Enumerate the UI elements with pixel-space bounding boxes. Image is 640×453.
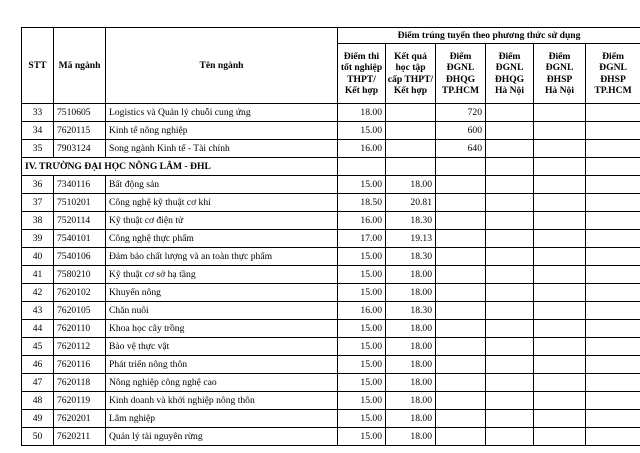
cell-hocba: 18.00	[386, 374, 436, 392]
cell-dhsp-hcm	[586, 410, 640, 428]
cell-empty	[436, 158, 486, 176]
header-method-line: học tập	[395, 62, 426, 73]
cell-thpt: 15.00	[338, 248, 386, 266]
cell-dgnl-hcm	[436, 302, 486, 320]
cell-stt: 39	[22, 230, 54, 248]
cell-stt: 40	[22, 248, 54, 266]
cell-dgnl-hn	[486, 104, 534, 122]
cell-thpt: 15.00	[338, 338, 386, 356]
cell-code: 7620110	[54, 320, 106, 338]
cell-code: 7520114	[54, 212, 106, 230]
header-method-line: tốt nghiệp	[340, 62, 383, 73]
header-method-5	[534, 44, 586, 104]
cell-code: 7903124	[54, 140, 106, 158]
cell-thpt: 18.00	[338, 104, 386, 122]
cell-hocba: 18.00	[386, 320, 436, 338]
header-method-line: Kết quả	[394, 50, 427, 62]
table-row	[22, 284, 640, 302]
cell-dhsp-hcm	[586, 122, 640, 140]
header-method-line: Kết hợp	[344, 85, 379, 96]
cell-dgnl-hcm	[436, 194, 486, 212]
cell-stt: 48	[22, 392, 54, 410]
cell-hocba: 18.00	[386, 176, 436, 194]
cell-name: Quản lý tài nguyên rừng	[106, 428, 338, 446]
cell-name: Logistics và Quản lý chuỗi cung ứng	[106, 104, 338, 122]
cell-dgnl-hn	[486, 212, 534, 230]
cell-name: Kinh doanh và khởi nghiệp nông thôn	[106, 392, 338, 410]
cell-dgnl-hcm	[436, 374, 486, 392]
cell-hocba: 18.00	[386, 338, 436, 356]
cell-dgnl-hn	[486, 230, 534, 248]
cell-stt: 41	[22, 266, 54, 284]
table-row	[22, 356, 640, 374]
table-row	[22, 374, 640, 392]
cell-name: Khoa học cây trồng	[106, 320, 338, 338]
cell-stt: 36	[22, 176, 54, 194]
header-method-line: ĐGNL	[446, 62, 475, 73]
cell-empty	[386, 158, 436, 176]
cell-stt: 50	[22, 428, 54, 446]
cell-stt: 43	[22, 302, 54, 320]
cell-stt: 47	[22, 374, 54, 392]
header-method-line: ĐHSP	[546, 73, 573, 85]
cell-hocba: 18.30	[386, 212, 436, 230]
table-row	[22, 122, 640, 140]
header-group: Điểm trúng tuyển theo phương thức sử dụng	[338, 28, 640, 44]
cell-thpt: 17.00	[338, 230, 386, 248]
cell-hocba: 18.30	[386, 248, 436, 266]
table-row	[22, 230, 640, 248]
header-method-line: THPT/	[347, 73, 376, 85]
header-method-line: ĐHQG	[445, 73, 476, 85]
header-method-line: TP.HCM	[594, 85, 632, 96]
cell-dhsp-hcm	[586, 176, 640, 194]
cell-dhsp-hcm	[586, 104, 640, 122]
cell-code: 7620116	[54, 356, 106, 374]
cell-name: Kinh tế nông nghiệp	[106, 122, 338, 140]
cell-empty	[486, 158, 534, 176]
cell-dhsp-hn	[534, 176, 586, 194]
table-row	[22, 248, 640, 266]
cell-code: 7620119	[54, 392, 106, 410]
cell-stt: 45	[22, 338, 54, 356]
cell-dhsp-hcm	[586, 248, 640, 266]
cell-dhsp-hn	[534, 266, 586, 284]
cell-dhsp-hn	[534, 194, 586, 212]
header-method-line: ĐGNL	[545, 62, 574, 73]
cell-code: 7540101	[54, 230, 106, 248]
table-row	[22, 320, 640, 338]
cell-dgnl-hcm	[436, 284, 486, 302]
cell-dhsp-hn	[534, 122, 586, 140]
cell-name: Công nghệ kỹ thuật cơ khí	[106, 194, 338, 212]
cell-dhsp-hcm	[586, 320, 640, 338]
cell-dgnl-hcm	[436, 266, 486, 284]
cell-thpt: 15.00	[338, 266, 386, 284]
header-method-line: TP.HCM	[441, 85, 480, 96]
cell-dhsp-hcm	[586, 230, 640, 248]
cell-hocba	[386, 104, 436, 122]
cell-name: Nông nghiệp công nghệ cao	[106, 374, 338, 392]
cell-name: Kỹ thuật cơ sở hạ tầng	[106, 266, 338, 284]
table-row	[22, 194, 640, 212]
cell-hocba: 18.30	[386, 302, 436, 320]
cell-hocba	[386, 140, 436, 158]
cell-dhsp-hcm	[586, 140, 640, 158]
cell-thpt: 15.00	[338, 374, 386, 392]
table-row	[22, 338, 640, 356]
cell-thpt: 15.00	[338, 356, 386, 374]
header-code: Mã ngành	[54, 28, 106, 104]
cell-dgnl-hcm	[436, 212, 486, 230]
cell-stt: 33	[22, 104, 54, 122]
cell-hocba: 19.13	[386, 230, 436, 248]
cell-thpt: 16.00	[338, 212, 386, 230]
cell-stt: 44	[22, 320, 54, 338]
cell-dgnl-hn	[486, 410, 534, 428]
cell-name: Lâm nghiệp	[106, 410, 338, 428]
cell-code: 7620105	[54, 302, 106, 320]
cell-thpt: 15.00	[338, 428, 386, 446]
cell-dgnl-hn	[486, 122, 534, 140]
cell-thpt: 16.00	[338, 302, 386, 320]
cell-thpt: 16.00	[338, 140, 386, 158]
cell-stt: 37	[22, 194, 54, 212]
cell-stt: 42	[22, 284, 54, 302]
admission-score-table	[21, 27, 640, 446]
cell-dhsp-hn	[534, 140, 586, 158]
cell-code: 7620118	[54, 374, 106, 392]
cell-dgnl-hn	[486, 266, 534, 284]
cell-name: Bất động sản	[106, 176, 338, 194]
cell-thpt: 15.00	[338, 284, 386, 302]
table-row	[22, 140, 640, 158]
cell-dhsp-hn	[534, 320, 586, 338]
header-method-line: Hà Nội	[544, 85, 575, 96]
cell-dhsp-hcm	[586, 356, 640, 374]
cell-hocba: 18.00	[386, 392, 436, 410]
cell-dhsp-hn	[534, 374, 586, 392]
cell-dhsp-hcm	[586, 212, 640, 230]
cell-dhsp-hn	[534, 338, 586, 356]
header-method-line: Điểm	[602, 50, 624, 62]
header-method-line: cấp THPT/	[387, 73, 434, 85]
header-method-line: ĐGNL	[599, 62, 627, 73]
header-method-line: Điểm	[449, 50, 472, 62]
header-method-line: Điểm	[548, 50, 571, 62]
cell-dgnl-hcm	[436, 392, 486, 410]
cell-hocba: 18.00	[386, 356, 436, 374]
cell-hocba: 18.00	[386, 428, 436, 446]
cell-code: 7620115	[54, 122, 106, 140]
cell-dhsp-hcm	[586, 284, 640, 302]
cell-empty	[338, 158, 386, 176]
cell-dhsp-hcm	[586, 374, 640, 392]
cell-name: Công nghệ thực phẩm	[106, 230, 338, 248]
cell-stt: 49	[22, 410, 54, 428]
cell-empty	[534, 158, 586, 176]
cell-name: Phát triển nông thôn	[106, 356, 338, 374]
cell-dhsp-hcm	[586, 428, 640, 446]
cell-dgnl-hn	[486, 320, 534, 338]
cell-name: Song ngành Kinh tế - Tài chính	[106, 140, 338, 158]
cell-dhsp-hcm	[586, 392, 640, 410]
cell-dhsp-hcm	[586, 266, 640, 284]
cell-name: Bảo vệ thực vật	[106, 338, 338, 356]
cell-dgnl-hcm	[436, 410, 486, 428]
cell-hocba: 18.00	[386, 410, 436, 428]
cell-dgnl-hcm: 600	[436, 122, 486, 140]
cell-dhsp-hn	[534, 230, 586, 248]
table-row	[22, 104, 640, 122]
cell-code: 7580210	[54, 266, 106, 284]
cell-dhsp-hn	[534, 248, 586, 266]
cell-dgnl-hn	[486, 248, 534, 266]
cell-thpt: 15.00	[338, 320, 386, 338]
table-row	[22, 302, 640, 320]
header-method-line: Hà Nội	[494, 85, 525, 96]
cell-dgnl-hn	[486, 140, 534, 158]
cell-hocba: 18.00	[386, 284, 436, 302]
cell-empty	[586, 158, 640, 176]
cell-dhsp-hcm	[586, 302, 640, 320]
cell-dgnl-hcm	[436, 230, 486, 248]
cell-hocba	[386, 122, 436, 140]
table-row	[22, 392, 640, 410]
cell-dgnl-hcm: 640	[436, 140, 486, 158]
table-row	[22, 428, 640, 446]
cell-dgnl-hcm	[436, 428, 486, 446]
cell-dhsp-hn	[534, 104, 586, 122]
header-stt: STT	[22, 28, 54, 104]
table-row	[22, 176, 640, 194]
cell-dgnl-hcm	[436, 320, 486, 338]
cell-name: Kỹ thuật cơ điện tử	[106, 212, 338, 230]
cell-dhsp-hcm	[586, 194, 640, 212]
table-row	[22, 266, 640, 284]
cell-code: 7510201	[54, 194, 106, 212]
cell-thpt: 15.00	[338, 410, 386, 428]
cell-code: 7620102	[54, 284, 106, 302]
header-method-2	[386, 44, 436, 104]
cell-name: Khuyến nông	[106, 284, 338, 302]
header-method-line: Kết hợp	[393, 85, 428, 96]
section-title: IV. TRƯỜNG ĐẠI HỌC NÔNG LÂM - ĐHL	[22, 158, 338, 176]
cell-thpt: 15.00	[338, 176, 386, 194]
header-method-3	[436, 44, 486, 104]
cell-dgnl-hcm: 720	[436, 104, 486, 122]
header-method-line: Điểm	[498, 50, 521, 62]
cell-name: Đảm bảo chất lượng và an toàn thực phẩm	[106, 248, 338, 266]
table-row	[22, 410, 640, 428]
cell-dhsp-hn	[534, 356, 586, 374]
cell-dgnl-hn	[486, 356, 534, 374]
cell-stt: 46	[22, 356, 54, 374]
cell-stt: 38	[22, 212, 54, 230]
cell-dgnl-hn	[486, 194, 534, 212]
cell-hocba: 20.81	[386, 194, 436, 212]
header-name: Tên ngành	[106, 28, 338, 104]
cell-dhsp-hn	[534, 410, 586, 428]
header-method-1	[338, 44, 386, 104]
cell-dgnl-hcm	[436, 356, 486, 374]
cell-dhsp-hn	[534, 212, 586, 230]
cell-dgnl-hn	[486, 338, 534, 356]
cell-thpt: 15.00	[338, 122, 386, 140]
header-method-line: ĐGNL	[495, 62, 524, 73]
cell-thpt: 15.00	[338, 392, 386, 410]
cell-code: 7620201	[54, 410, 106, 428]
cell-thpt: 18.50	[338, 194, 386, 212]
cell-dgnl-hn	[486, 374, 534, 392]
table-row	[22, 212, 640, 230]
cell-dgnl-hcm	[436, 248, 486, 266]
cell-dhsp-hn	[534, 302, 586, 320]
cell-code: 7340116	[54, 176, 106, 194]
cell-dhsp-hn	[534, 392, 586, 410]
cell-dgnl-hn	[486, 284, 534, 302]
cell-dgnl-hn	[486, 176, 534, 194]
cell-code: 7540106	[54, 248, 106, 266]
cell-dhsp-hcm	[586, 338, 640, 356]
cell-dgnl-hn	[486, 392, 534, 410]
cell-code: 7620211	[54, 428, 106, 446]
cell-code: 7510605	[54, 104, 106, 122]
cell-hocba: 18.00	[386, 266, 436, 284]
cell-dgnl-hn	[486, 302, 534, 320]
header-method-4	[486, 44, 534, 104]
cell-stt: 35	[22, 140, 54, 158]
cell-dhsp-hn	[534, 284, 586, 302]
header-method-6	[586, 44, 640, 104]
cell-dgnl-hn	[486, 428, 534, 446]
header-method-line: Điểm thi	[343, 50, 380, 62]
cell-stt: 34	[22, 122, 54, 140]
header-method-line: ĐHSP	[600, 73, 626, 85]
header-method-line: ĐHQG	[494, 73, 525, 85]
cell-dgnl-hcm	[436, 338, 486, 356]
cell-dgnl-hcm	[436, 176, 486, 194]
cell-dhsp-hn	[534, 428, 586, 446]
section-row	[22, 158, 640, 176]
cell-code: 7620112	[54, 338, 106, 356]
cell-name: Chăn nuôi	[106, 302, 338, 320]
